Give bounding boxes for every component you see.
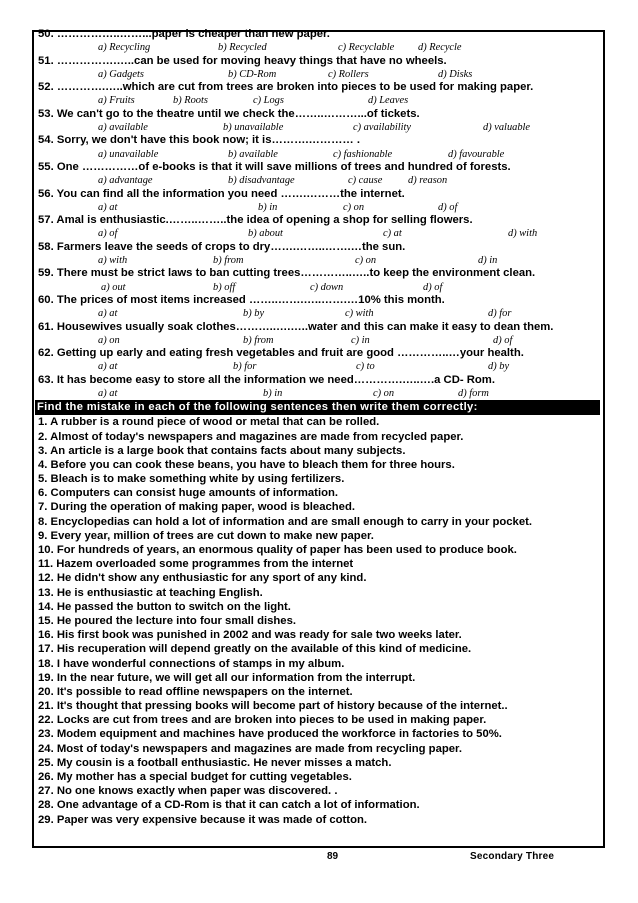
sentence-item: 10. For hundreds of years, an enormous quality of paper has been used to produce book. (38, 544, 517, 556)
option-c: c) on (373, 388, 395, 400)
option-d: d) in (478, 255, 498, 267)
option-b: b) off (213, 281, 236, 293)
option-c: c) at (383, 228, 402, 240)
option-a: a) Fruits (98, 95, 135, 107)
options-row (38, 387, 602, 400)
sentence-item: 22. Locks are cut from trees and are broken into pieces to be used in making paper. (38, 714, 487, 727)
option-c: c) on (343, 201, 365, 213)
question-text: 50. ……………..……...paper is cheaper than new paper. (38, 28, 330, 40)
options-row (38, 281, 602, 294)
option-c: c) to (356, 361, 375, 373)
question-text: 53. We can't go to the theatre until we check the……..………...of tickets. (38, 107, 420, 120)
question-text: 58. Farmers leave the seeds of crops to dry…….……..…….…the sun. (38, 240, 406, 253)
option-b: b) in (263, 388, 283, 400)
options-row (38, 94, 602, 107)
option-d: d) with (508, 228, 538, 240)
sentence-item: 15. He poured the lecture into four small dishes. (38, 614, 297, 627)
options-row (38, 121, 602, 134)
option-b: b) Roots (173, 95, 208, 107)
options-row (38, 360, 602, 373)
question-text: 60. The prices of most items increased ……..…….…..…….…10% this month. (38, 293, 445, 306)
sentence-item: 11. Hazem overloaded some programmes from the internet (38, 558, 354, 571)
option-b: b) from (243, 334, 274, 346)
question-text: 61. Housewives usually soak clothes………..….…..water and this can make it easy to dean them. (38, 320, 554, 333)
option-a: a) at (98, 388, 118, 400)
option-a: a) Recycling (98, 42, 151, 54)
sentence-item: 25. My cousin is a football enthusiastic. He never misses a match. (38, 756, 392, 769)
option-d: d) of (438, 201, 458, 213)
options-row (38, 254, 602, 267)
sentence-item: 6. Computers can consist huge amounts of information. (38, 487, 339, 500)
sentence-item: 26. My mother has a special budget for cutting vegetables. (38, 771, 352, 783)
question-text: 54. Sorry, we don't have this book now; it is……….………… . (38, 134, 360, 147)
sentence-item: 21. It's thought that pressing books will become part of history because of the internet.. (38, 700, 508, 713)
options-row (38, 227, 602, 240)
sentence-item: 29. Paper was very expensive because it was made of cotton. (38, 813, 368, 826)
page-number: 89 (327, 851, 339, 862)
option-c: c) cause (348, 175, 383, 187)
option-a: a) at (98, 308, 118, 320)
sentence-item: 23. Modem equipment and machines have produced the workforce in factories to 50%. (38, 728, 502, 741)
option-d: d) favourable (448, 148, 505, 160)
options-row (38, 174, 602, 187)
option-d: d) valuable (483, 122, 531, 134)
option-b: b) from (213, 255, 244, 267)
sentence-item: 24. Most of today's newspapers and magazines are made from recycling paper. (38, 742, 462, 755)
option-c: c) with (345, 308, 374, 320)
option-d: d) form (458, 388, 489, 400)
options-row (38, 334, 602, 347)
option-a: a) of (98, 228, 118, 240)
option-c: c) on (355, 255, 377, 267)
option-b: b) for (233, 361, 257, 373)
question-text: 62. Getting up early and eating fresh vegetables and fruit are good …………..…your health. (38, 347, 524, 360)
question-text: 57. Amal is enthusiastic.……..……..the idea of opening a shop for selling flowers. (38, 214, 473, 227)
option-b: b) available (228, 148, 278, 160)
sentence-item: 2. Almost of today's newspapers and magazines are made from recycled paper. (38, 430, 464, 443)
option-d: d) Disks (438, 68, 473, 80)
option-a: a) out (101, 281, 126, 293)
options-row (38, 41, 602, 54)
sentence-item: 20. It's possible to read offline newspapers on the internet. (38, 685, 353, 698)
option-d: d) for (488, 308, 512, 320)
option-c: c) fashionable (333, 148, 393, 160)
section-heading: Find the mistake in each of the following sentences then write them correctly: (35, 400, 600, 415)
question-text: 51. …………….…..can be used for moving heavy things that have no wheels. (38, 54, 447, 67)
options-row (38, 148, 602, 161)
option-b: b) Recycled (218, 42, 267, 54)
sentence-item: 27. No one knows exactly when paper was discovered. . (38, 785, 338, 798)
question-text: 63. It has become easy to store all the information we need………….…..….a CD- Rom. (38, 373, 495, 386)
option-b: b) disadvantage (228, 175, 295, 187)
sentence-item: 1. A rubber is a round piece of wood or metal that can be rolled. (38, 416, 380, 429)
option-d: d) Leaves (368, 95, 409, 107)
option-a: a) at (98, 361, 118, 373)
sentence-item: 18. I have wonderful connections of stamps in my album. (38, 657, 345, 670)
option-b: b) in (258, 201, 278, 213)
option-d: d) reason (408, 175, 448, 187)
sentence-item: 16. His first book was punished in 2002 and was ready for sale two weeks later. (38, 629, 462, 642)
option-b: b) about (248, 228, 283, 240)
options-row (38, 307, 602, 320)
sentence-item: 3. An article is a large book that contains facts about many subjects. (38, 444, 406, 457)
option-d: d) by (488, 361, 510, 373)
question-text: 59. There must be strict laws to ban cutting trees…………..…..to keep the environment clean. (38, 267, 536, 280)
question-text: 56. You can find all the information you need …….………the internet. (38, 187, 405, 200)
option-a: a) at (98, 201, 118, 213)
footer-label: Secondary Three (470, 851, 555, 862)
sentence-item: 13. He is enthusiastic at teaching English. (38, 586, 263, 599)
option-b: b) CD-Rom (228, 68, 277, 80)
option-c: c) Rollers (328, 68, 369, 80)
question-text: 52. ………….…..which are cut from trees are broken into pieces to be used for making paper. (38, 81, 534, 94)
sentence-item: 14. He passed the button to switch on the light. (38, 600, 291, 613)
sentence-item: 19. In the near future, we will get all our information from the interrupt. (38, 671, 416, 684)
option-a: a) on (98, 334, 120, 346)
option-c: c) Recyclable (338, 42, 395, 54)
option-c: c) Logs (253, 95, 284, 107)
option-d: d) of (423, 281, 443, 293)
option-c: c) availability (353, 122, 411, 134)
option-a: a) unavailable (98, 148, 159, 160)
sentence-item: 12. He didn't show any enthusiastic for any sport of any kind. (38, 572, 367, 585)
worksheet (38, 28, 602, 827)
option-d: d) Recycle (418, 42, 462, 54)
option-b: b) by (243, 308, 265, 320)
sentence-item: 17. His recuperation will depend greatly on the available of this kind of medicine. (38, 643, 472, 656)
sentence-item: 8. Encyclopedias can hold a lot of information and are small enough to carry in your pocket. (38, 515, 533, 528)
sentence-item: 7. During the operation of making paper, wood is bleached. (38, 501, 355, 514)
option-a: a) with (98, 255, 128, 267)
sentence-item: 4. Before you can cook these beans, you have to bleach them for three hours. (38, 458, 455, 471)
sentence-item: 5. Bleach is to make something white by using fertilizers. (38, 473, 345, 486)
option-c: c) down (310, 281, 344, 293)
option-a: a) available (98, 122, 148, 134)
option-b: b) unavailable (223, 122, 284, 134)
sentence-item: 9. Every year, million of trees are cut down to make new paper. (38, 529, 374, 542)
sentence-item: 28. One advantage of a CD-Rom is that it can catch a lot of information. (38, 799, 420, 812)
options-row (38, 68, 602, 81)
option-a: a) Gadgets (98, 68, 144, 80)
question-text: 55. One ……………of e-books is that it will save millions of trees and hundred of forests. (38, 160, 511, 173)
option-d: d) of (493, 334, 513, 346)
option-a: a) advantage (98, 175, 153, 187)
option-c: c) in (351, 334, 370, 346)
options-row (38, 201, 602, 214)
